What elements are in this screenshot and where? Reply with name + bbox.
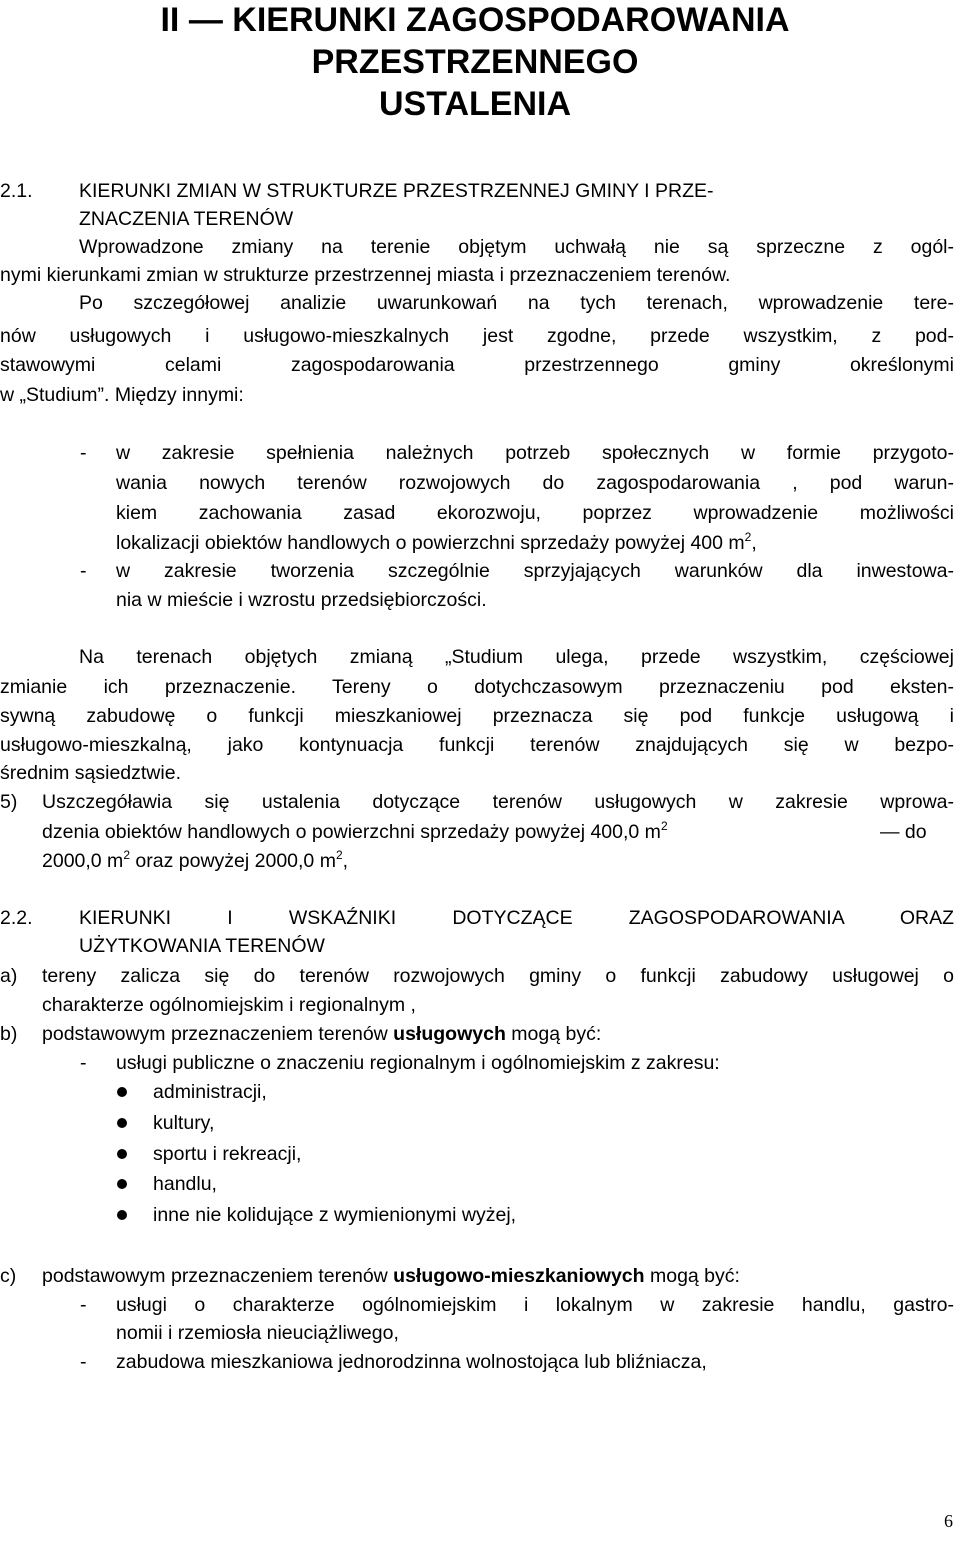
bullet-item-5: inne nie kolidujące z wymienionymi wyżej, <box>153 1204 517 1226</box>
section-heading-2-2: KIERUNKI I WSKAŹNIKI DOTYCZĄCE ZAGOSPODAROWANIA ORAZ <box>79 907 954 929</box>
item-b-marker: b) <box>0 1023 18 1045</box>
item-5-text-d: , <box>342 850 349 872</box>
page-number: 6 <box>944 1511 953 1531</box>
page-title-line-3: USTALENIA <box>378 85 572 123</box>
item-5-line-3 <box>42 848 348 874</box>
paragraph-1-line-1: Wprowadzone zmiany na terenie objętym uchwałą nie są sprzeczne z ogól- <box>79 236 954 258</box>
item-c-dash-1-line-2: nomii i rzemiosła nieuciążliwego, <box>116 1322 399 1344</box>
item-c-dash-1-line-1: usługi o charakterze ogólnomiejskim i lokalnym w zakresie handlu, gastro- <box>116 1294 954 1316</box>
superscript-2: 2 <box>123 848 130 862</box>
item-c-line <box>42 1263 740 1289</box>
paragraph-3-line-3: sywną zabudowę o funkcji mieszkaniowej przeznacza się pod funkcje usługową i <box>0 705 954 727</box>
item-c-marker: c) <box>0 1265 17 1287</box>
list-dash-marker: - <box>80 1351 87 1373</box>
item-a-line-1: tereny zalicza się do terenów rozwojowych gminy o funkcji zabudowy usługowej o <box>42 965 954 987</box>
item-b-bold: usługowych <box>393 1023 506 1045</box>
paragraph-1-line-2: nymi kierunkami zmian w strukturze przestrzennej miasta i przeznaczeniem terenów. <box>0 264 731 286</box>
item-5-line-1: Uszczegóławia się ustalenia dotyczące terenów usługowych w zakresie wprowa- <box>42 791 954 813</box>
item-5-text-a: dzenia obiektów handlowych o powierzchni sprzedaży powyżej 400,0 m <box>42 821 661 843</box>
page-title-line-1: II — KIERUNKI ZAGOSPODAROWANIA <box>160 1 790 39</box>
paragraph-3-line-4: usługowo-mieszkalną, jako kontynuacja funkcji terenów znajdujących się w bezpo- <box>0 734 954 756</box>
item-a-line-2: charakterze ogólnomiejskim i regionalnym , <box>42 994 416 1016</box>
item-5-text-c: oraz powyżej 2000,0 m <box>130 850 336 872</box>
page-title-line-2: PRZESTRZENNEGO <box>311 43 639 81</box>
paragraph-3-line-2: zmianie ich przeznaczenie. Tereny o dotychczasowym przeznaczeniu pod eksten- <box>0 676 954 698</box>
bullet-icon <box>117 1087 127 1097</box>
paragraph-2-line-2: nów usługowych i usługowo-mieszkalnych jest zgodne, przede wszystkim, z pod- <box>0 325 954 347</box>
bullet-icon <box>117 1118 127 1128</box>
superscript-2: 2 <box>660 819 668 833</box>
item-a-marker: a) <box>0 965 18 987</box>
superscript-2: 2 <box>744 530 752 544</box>
section-number-2-1: 2.1. <box>0 180 33 202</box>
list-dash-marker: - <box>80 1294 87 1316</box>
dash-item-1-line-4 <box>116 530 757 556</box>
paragraph-2-line-1: Po szczegółowej analizie uwarunkowań na tych terenach, wprowadzenie tere- <box>79 292 954 314</box>
list-dash-marker: - <box>80 442 87 464</box>
list-dash-marker: - <box>80 1052 87 1074</box>
item-c-text-end: mogą być: <box>644 1265 740 1287</box>
section-heading-2-1: KIERUNKI ZMIAN W STRUKTURZE PRZESTRZENNEJ GMINY I PRZE- <box>79 180 714 202</box>
section-heading-2-2-cont: UŻYTKOWANIA TERENÓW <box>79 935 325 957</box>
section-number-2-2: 2.2. <box>0 907 33 929</box>
superscript-2: 2 <box>335 848 343 862</box>
bullet-item-4: handlu, <box>153 1173 217 1195</box>
paragraph-2-line-3: stawowymi celami zagospodarowania przestrzennego gminy określonymi <box>0 354 954 376</box>
paragraph-3-line-5: średnim sąsiedztwie. <box>0 762 181 784</box>
bullet-icon <box>117 1179 127 1189</box>
dash-item-1-line-2: wania nowych terenów rozwojowych do zagospodarowania , pod warun- <box>116 472 954 494</box>
comma: , <box>751 532 757 554</box>
paragraph-3-line-1: Na terenach objętych zmianą „Studium ulega, przede wszystkim, częściowej <box>79 646 954 668</box>
item-b-text: podstawowym przeznaczeniem terenów <box>42 1023 394 1045</box>
dash-item-1-text: lokalizacji obiektów handlowych o powierzchni sprzedaży powyżej 400 m <box>116 532 745 554</box>
item-c-text: podstawowym przeznaczeniem terenów <box>42 1265 394 1287</box>
bullet-item-1: administracji, <box>153 1081 267 1103</box>
bullet-item-3: sportu i rekreacji, <box>153 1143 302 1165</box>
bullet-icon <box>117 1210 127 1220</box>
item-5-marker: 5) <box>0 791 18 813</box>
paragraph-2-line-4: w „Studium”. Między innymi: <box>0 384 244 406</box>
item-c-dash-2: zabudowa mieszkaniowa jednorodzinna wolnostojąca lub bliźniacza, <box>116 1351 707 1373</box>
item-c-bold: usługowo-mieszkaniowych <box>393 1265 645 1287</box>
item-5-text-b: 2000,0 m <box>42 850 124 872</box>
item-5-line-2 <box>42 819 668 845</box>
section-heading-2-1-cont: ZNACZENIA TERENÓW <box>79 208 294 230</box>
bullet-item-2: kultury, <box>153 1112 215 1134</box>
item-b-line <box>42 1021 601 1047</box>
dash-item-2-line-2: nia w mieście i wzrostu przedsiębiorczości. <box>116 589 487 611</box>
dash-item-1-line-1: w zakresie spełnienia należnych potrzeb społecznych w formie przygoto- <box>116 442 954 464</box>
list-dash-marker: - <box>80 560 87 582</box>
item-b-dash-line: usługi publiczne o znaczeniu regionalnym i ogólnomiejskim z zakresu: <box>116 1052 720 1074</box>
dash-item-2-line-1: w zakresie tworzenia szczególnie sprzyjających warunków dla inwestowa- <box>116 560 954 582</box>
dash-item-1-line-3: kiem zachowania zasad ekorozwoju, poprzez wprowadzenie możliwości <box>116 502 954 524</box>
item-b-text-end: mogą być: <box>505 1023 602 1045</box>
item-5-line-2-end: — do <box>880 821 927 843</box>
bullet-icon <box>117 1149 127 1159</box>
